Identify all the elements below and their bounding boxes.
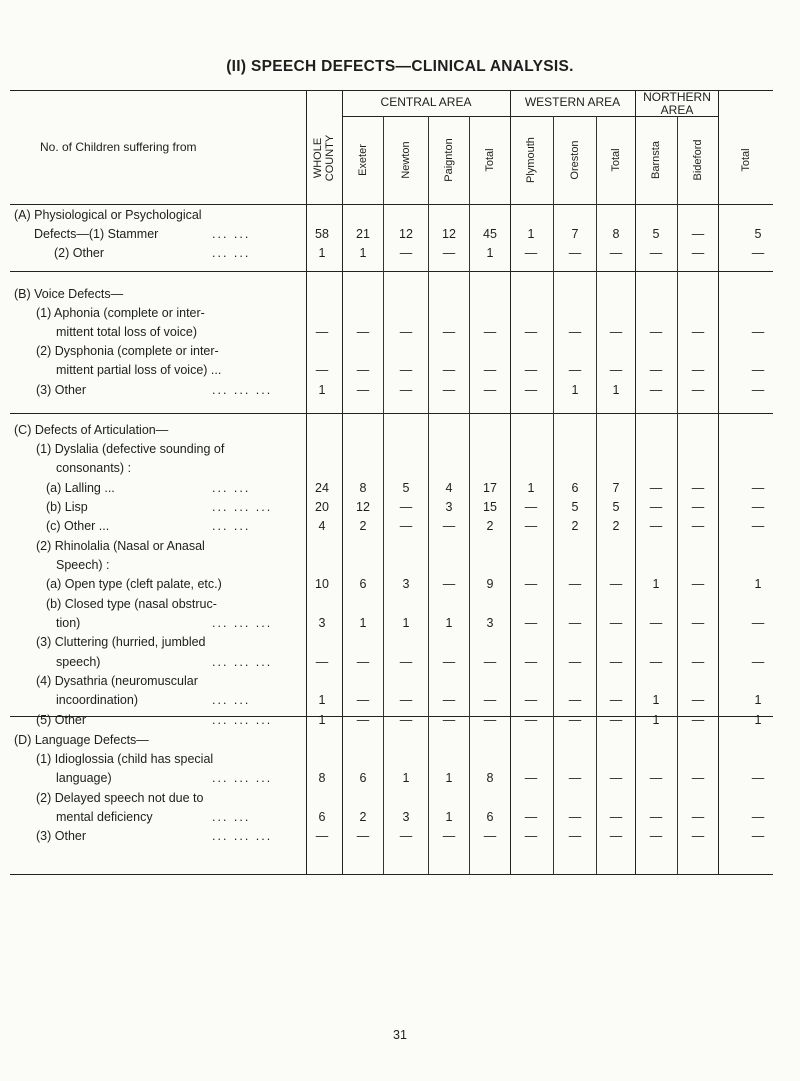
table-cell: — xyxy=(691,246,705,260)
table-cell: — xyxy=(691,771,705,785)
table-cell: — xyxy=(524,577,538,591)
table-cell: 24 xyxy=(315,481,329,495)
table-cell: 5 xyxy=(652,227,660,241)
row-label: (c) Other ... xyxy=(46,519,110,533)
page-number: 31 xyxy=(393,1028,407,1042)
row-leader: ... ... xyxy=(212,693,251,707)
row-label: (2) Dysphonia (complete or inter- xyxy=(36,344,219,358)
table-cell: — xyxy=(399,383,413,397)
table-cell: — xyxy=(568,325,582,339)
table-cell: 1 xyxy=(359,246,367,260)
table-cell: 3 xyxy=(486,616,494,630)
table-cell: 3 xyxy=(445,500,453,514)
table-cell: — xyxy=(315,655,329,669)
table-cell: — xyxy=(691,500,705,514)
table-cell: 12 xyxy=(399,227,413,241)
table-cell: 3 xyxy=(318,616,326,630)
table-cell: 45 xyxy=(483,227,497,241)
table-cell: — xyxy=(691,693,705,707)
rule-central-western xyxy=(510,90,511,874)
row-leader: ... ... ... xyxy=(212,616,273,630)
table-cell: 8 xyxy=(486,771,494,785)
table-cell: — xyxy=(609,829,623,843)
table-cell: 6 xyxy=(359,771,367,785)
row-label: mental deficiency xyxy=(56,810,153,824)
table-cell: — xyxy=(568,810,582,824)
table-cell: — xyxy=(649,383,663,397)
row-label: (3) Other xyxy=(36,829,87,843)
table-cell: — xyxy=(609,771,623,785)
row-label: (b) Lisp xyxy=(46,500,88,514)
table-cell: 1 xyxy=(445,771,453,785)
rule-plymouth-oreston xyxy=(553,116,554,874)
table-cell: 6 xyxy=(359,577,367,591)
table-cell: — xyxy=(524,810,538,824)
table-cell: — xyxy=(524,829,538,843)
table-cell: — xyxy=(399,500,413,514)
table-cell: 1 xyxy=(359,616,367,630)
table-cell: 3 xyxy=(402,810,410,824)
table-cell: — xyxy=(609,693,623,707)
table-cell: — xyxy=(399,325,413,339)
row-label: incoordination) xyxy=(56,693,138,707)
table-cell: — xyxy=(751,325,765,339)
table-cell: — xyxy=(442,829,456,843)
column-whole-county: WHOLE COUNTY xyxy=(312,134,336,182)
rule-newton-paignton xyxy=(428,116,429,874)
table-cell: 1 xyxy=(318,383,326,397)
rule-barnsta-bideford xyxy=(677,116,678,874)
row-label-header: No. of Children suffering from xyxy=(40,140,197,154)
table-cell: — xyxy=(524,363,538,377)
table-cell: — xyxy=(568,829,582,843)
row-label: Speech) : xyxy=(56,558,110,572)
table-cell: — xyxy=(442,577,456,591)
row-label: (1) Dyslalia (defective sounding of xyxy=(36,442,225,456)
column-plymouth: Plymouth xyxy=(525,137,537,183)
table-cell: — xyxy=(609,616,623,630)
table-cell: — xyxy=(609,325,623,339)
column-grand-total: Total xyxy=(740,148,752,172)
table-cell: — xyxy=(751,246,765,260)
table-cell: 1 xyxy=(527,481,535,495)
table-cell: — xyxy=(691,363,705,377)
table-cell: 6 xyxy=(571,481,579,495)
table-cell: — xyxy=(356,713,370,727)
table-cell: — xyxy=(442,383,456,397)
table-cell: — xyxy=(399,713,413,727)
row-label: (5) Other xyxy=(36,713,87,727)
row-label: (3) Cluttering (hurried, jumbled xyxy=(36,635,206,649)
table-cell: — xyxy=(649,655,663,669)
table-cell: — xyxy=(356,655,370,669)
table-cell: — xyxy=(691,829,705,843)
table-cell: — xyxy=(649,246,663,260)
table-cell: 1 xyxy=(571,383,579,397)
table-cell: — xyxy=(568,771,582,785)
table-cell: 1 xyxy=(402,771,410,785)
table-cell: 1 xyxy=(754,713,762,727)
table-cell: 2 xyxy=(571,519,579,533)
table-cell: 1 xyxy=(754,577,762,591)
table-cell: — xyxy=(691,577,705,591)
table-cell: 7 xyxy=(612,481,620,495)
table-cell: — xyxy=(356,363,370,377)
table-cell: 20 xyxy=(315,500,329,514)
table-cell: 17 xyxy=(483,481,497,495)
column-barnsta: Barnsta xyxy=(650,141,662,179)
table-cell: — xyxy=(751,481,765,495)
table-cell: 1 xyxy=(652,577,660,591)
table-cell: — xyxy=(649,519,663,533)
rule-exeter-newton xyxy=(383,116,384,874)
table-cell: 1 xyxy=(612,383,620,397)
table-cell: — xyxy=(609,246,623,260)
table-cell: 12 xyxy=(356,500,370,514)
title-text: SPEECH DEFECTS—CLINICAL ANALYSIS. xyxy=(250,58,574,75)
table-cell: — xyxy=(524,246,538,260)
table-cell: — xyxy=(568,655,582,669)
table-cell: — xyxy=(568,616,582,630)
table-cell: — xyxy=(524,325,538,339)
table-cell: — xyxy=(691,616,705,630)
table-cell: 1 xyxy=(318,713,326,727)
table-cell: — xyxy=(524,713,538,727)
table-cell: 3 xyxy=(402,577,410,591)
table-cell: — xyxy=(649,363,663,377)
row-label: consonants) : xyxy=(56,461,132,475)
section-a-rule xyxy=(10,271,773,272)
row-leader: ... ... xyxy=(212,246,251,260)
group-western: WESTERN AREA xyxy=(524,95,621,109)
table-cell: — xyxy=(483,693,497,707)
row-label: (3) Other xyxy=(36,383,87,397)
row-label: (B) Voice Defects— xyxy=(14,287,124,301)
table-cell: — xyxy=(356,325,370,339)
table-cell: — xyxy=(649,771,663,785)
row-label: (b) Closed type (nasal obstruc- xyxy=(46,597,217,611)
table-cell: — xyxy=(399,693,413,707)
table-cell: — xyxy=(609,577,623,591)
table-cell: — xyxy=(691,655,705,669)
table-cell: — xyxy=(751,383,765,397)
table-cell: — xyxy=(356,383,370,397)
column-central-total: Total xyxy=(484,148,496,172)
table-cell: 1 xyxy=(402,616,410,630)
table-cell: — xyxy=(483,655,497,669)
table-cell: — xyxy=(483,829,497,843)
table-cell: 21 xyxy=(356,227,370,241)
row-leader: ... ... xyxy=(212,481,251,495)
title-number: (II) xyxy=(226,58,247,75)
rule-northern-total xyxy=(718,90,719,874)
table-cell: — xyxy=(356,693,370,707)
row-label: (4) Dysathria (neuromuscular xyxy=(36,674,198,688)
table-cell: — xyxy=(609,810,623,824)
rule-county-central xyxy=(342,90,343,874)
column-oreston: Oreston xyxy=(569,140,581,180)
table-cell: — xyxy=(524,616,538,630)
table-cell: — xyxy=(524,500,538,514)
table-cell: — xyxy=(568,713,582,727)
table-cell: 1 xyxy=(652,693,660,707)
rule-oreston-total xyxy=(596,116,597,874)
row-leader: ... ... xyxy=(212,810,251,824)
table-cell: 1 xyxy=(318,693,326,707)
table-cell: 6 xyxy=(486,810,494,824)
table-cell: — xyxy=(649,616,663,630)
table-cell: — xyxy=(315,829,329,843)
row-leader: ... ... ... xyxy=(212,655,273,669)
table-cell: — xyxy=(609,363,623,377)
table-cell: 15 xyxy=(483,500,497,514)
table-cell: — xyxy=(691,519,705,533)
table-cell: 1 xyxy=(754,693,762,707)
table-cell: — xyxy=(315,363,329,377)
table-cell: — xyxy=(399,246,413,260)
column-paignton: Paignton xyxy=(443,138,455,182)
table-cell: 9 xyxy=(486,577,494,591)
table-cell: 8 xyxy=(612,227,620,241)
table-cell: — xyxy=(751,519,765,533)
row-leader: ... ... ... xyxy=(212,771,273,785)
table-cell: — xyxy=(751,500,765,514)
table-cell: 1 xyxy=(445,616,453,630)
table-cell: — xyxy=(649,810,663,824)
row-label: mittent partial loss of voice) ... xyxy=(56,363,222,377)
table-cell: — xyxy=(751,655,765,669)
row-label: mittent total loss of voice) xyxy=(56,325,198,339)
column-exeter: Exeter xyxy=(357,144,369,176)
table-cell: — xyxy=(609,655,623,669)
table-cell: 1 xyxy=(527,227,535,241)
table-cell: — xyxy=(649,481,663,495)
table-cell: 2 xyxy=(359,519,367,533)
table-cell: 4 xyxy=(318,519,326,533)
row-label: (A) Physiological or Psychological xyxy=(14,208,202,222)
row-leader: ... ... ... xyxy=(212,383,273,397)
row-label: language) xyxy=(56,771,112,785)
table-cell: 1 xyxy=(486,246,494,260)
table-cell: — xyxy=(568,363,582,377)
table-cell: — xyxy=(691,713,705,727)
table-cell: — xyxy=(442,363,456,377)
row-leader: ... ... xyxy=(212,519,251,533)
row-leader: ... ... ... xyxy=(212,713,273,727)
table-cell: — xyxy=(483,363,497,377)
row-label: speech) xyxy=(56,655,101,669)
table-cell: — xyxy=(691,383,705,397)
row-label: (2) Rhinolalia (Nasal or Anasal xyxy=(36,539,205,553)
table-cell: — xyxy=(483,325,497,339)
table-cell: — xyxy=(442,519,456,533)
row-label: (1) Aphonia (complete or inter- xyxy=(36,306,205,320)
row-leader: ... ... xyxy=(212,227,251,241)
table-cell: — xyxy=(442,713,456,727)
row-label: (1) Idioglossia (child has special xyxy=(36,752,214,766)
table-cell: — xyxy=(568,246,582,260)
row-label: tion) xyxy=(56,616,81,630)
table-cell: — xyxy=(483,713,497,727)
table-cell: 2 xyxy=(359,810,367,824)
table-cell: 5 xyxy=(571,500,579,514)
header-bottom-rule xyxy=(10,204,773,205)
group-northern: NORTHERN AREA xyxy=(643,90,711,117)
table-cell: — xyxy=(356,829,370,843)
table-cell: 2 xyxy=(486,519,494,533)
table-cell: — xyxy=(524,771,538,785)
table-cell: 58 xyxy=(315,227,329,241)
table-cell: 8 xyxy=(318,771,326,785)
table-cell: 12 xyxy=(442,227,456,241)
table-cell: — xyxy=(315,325,329,339)
table-cell: — xyxy=(751,829,765,843)
table-cell: 1 xyxy=(445,810,453,824)
row-label: (a) Open type (cleft palate, etc.) xyxy=(46,577,222,591)
group-central: CENTRAL AREA xyxy=(380,95,472,109)
section-b-rule xyxy=(10,413,773,414)
row-leader: ... ... ... xyxy=(212,829,273,843)
table-bottom-rule xyxy=(10,874,773,875)
table-cell: — xyxy=(649,325,663,339)
row-label: Defects—(1) Stammer xyxy=(34,227,159,241)
table-cell: — xyxy=(399,655,413,669)
table-cell: — xyxy=(568,577,582,591)
row-label: (2) Delayed speech not due to xyxy=(36,791,204,805)
table-cell: — xyxy=(442,246,456,260)
table-cell: — xyxy=(524,693,538,707)
table-cell: — xyxy=(568,693,582,707)
rule-western-northern xyxy=(635,90,636,874)
column-newton: Newton xyxy=(400,141,412,179)
table-cell: — xyxy=(691,810,705,824)
column-western-total: Total xyxy=(610,148,622,172)
table-cell: 10 xyxy=(315,577,329,591)
table-cell: 4 xyxy=(445,481,453,495)
table-cell: — xyxy=(399,519,413,533)
row-label: (D) Language Defects— xyxy=(14,733,149,747)
table-cell: — xyxy=(751,616,765,630)
table-cell: 5 xyxy=(402,481,410,495)
table-cell: — xyxy=(691,227,705,241)
table-cell: — xyxy=(691,325,705,339)
row-label: (C) Defects of Articulation— xyxy=(14,423,169,437)
table-cell: — xyxy=(399,363,413,377)
row-leader: ... ... ... xyxy=(212,500,273,514)
row-label: (a) Lalling ... xyxy=(46,481,115,495)
table-cell: — xyxy=(483,383,497,397)
table-cell: — xyxy=(751,810,765,824)
table-cell: — xyxy=(442,325,456,339)
table-cell: — xyxy=(751,771,765,785)
column-bideford: Bideford xyxy=(692,139,704,181)
table-cell: — xyxy=(609,713,623,727)
table-cell: — xyxy=(649,829,663,843)
table-cell: — xyxy=(691,481,705,495)
rule-paignton-total xyxy=(469,116,470,874)
table-cell: — xyxy=(442,693,456,707)
table-cell: 1 xyxy=(652,713,660,727)
table-cell: — xyxy=(751,363,765,377)
row-label: (2) Other xyxy=(54,246,105,260)
table-cell: — xyxy=(399,829,413,843)
table-cell: — xyxy=(524,383,538,397)
table-cell: 8 xyxy=(359,481,367,495)
table-cell: 2 xyxy=(612,519,620,533)
table-cell: 1 xyxy=(318,246,326,260)
table-cell: 7 xyxy=(571,227,579,241)
table-cell: — xyxy=(442,655,456,669)
table-cell: 5 xyxy=(612,500,620,514)
table-cell: — xyxy=(649,500,663,514)
table-cell: — xyxy=(524,519,538,533)
table-cell: 5 xyxy=(754,227,762,241)
table-cell: — xyxy=(524,655,538,669)
table-cell: 6 xyxy=(318,810,326,824)
